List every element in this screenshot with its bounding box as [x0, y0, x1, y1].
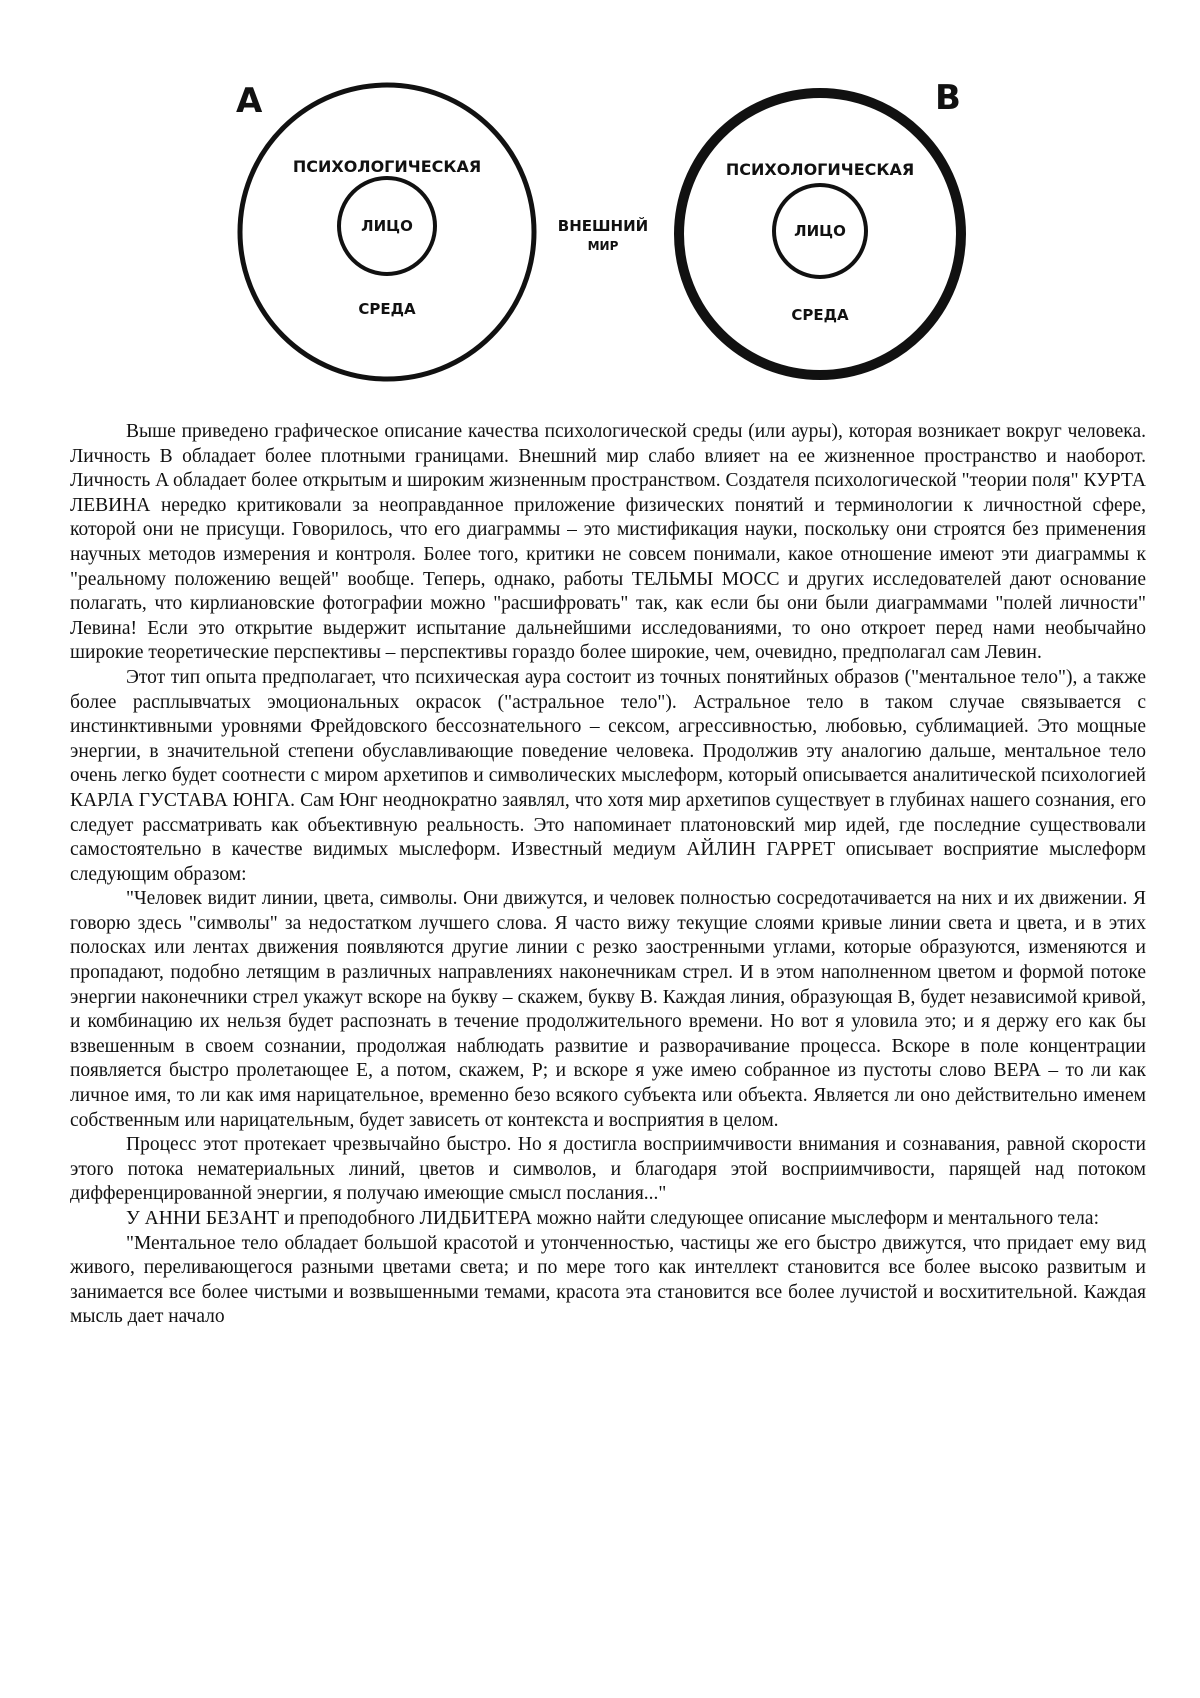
panel-b: [679, 78, 961, 375]
panel-b-outer-label-bottom: СРЕДА: [791, 306, 849, 324]
external-world-line1: ВНЕШНИЙ: [557, 217, 649, 235]
paragraph-4: Процесс этот протекает чрезвычайно быстро. Но я достигла восприимчивости внимания и сознавания, равной скорости этого потока нематериальных линий, цветов и символов, и благодаря этой восприимчивости, парящей над потоком дифференцированной энергии, я получаю имеющие смысл послания...": [70, 1134, 1146, 1205]
panel-a-letter: A: [236, 81, 263, 121]
aura-diagram: [0, 0, 1200, 420]
paragraph-6: "Ментальное тело обладает большой красотой и утонченностью, частицы же его быстро движутся, что придает ему вид живого, переливающегося разными цветами света; и по мере того как интеллект становится все более высоко развитым и занимается все более чистыми и возвышенными темами, красота эта становится все более лучистой и восхитительной. Каждая мысль дает начало: [70, 1232, 1146, 1328]
panel-b-inner-label: ЛИЦО: [794, 222, 846, 240]
aura-diagram-figure: [0, 0, 1200, 420]
paragraph-3: "Человек видит линии, цвета, символы. Они движутся, и человек полностью сосредотачивается на них и их движении. Я говорю здесь "символы" за недостатком лучшего слова. Я часто вижу текущие слоями кривые линии света и цвета, и в этих полосках или лентах движения появляются другие линии с резко заостренными углами, которые образуются, изменяются и пропадают, подобно летящим в различных направлениях наконечникам стрел. И в этом наполненном цветом и формой потоке энергии наконечники стрел укажут вскоре на букву – скажем, букву B. Каждая линия, образующая B, будет независимой кривой, и комбинацию их нельзя будет распознать в течение продолжительного времени. Но вот я уловила это; и я держу его как бы взвешенным в своем сознании, продолжая наблюдать развитие и разворачивание процесса. Вскоре в поле концентрации появляется быстро пролетающее E, а потом, скажем, P; и вскоре я уже имею собранное из пустоты слово ВЕРА – то ли как личное имя, то ли как имя нарицательное, временно безо всякого субъекта или объекта. Является ли оно действительно именем собственным или нарицательным, будет зависеть от контекста и восприятия в целом.: [70, 888, 1146, 1131]
external-world-label: [558, 216, 648, 253]
paragraph-5: У АННИ БЕЗАНТ и преподобного ЛИДБИТЕРА можно найти следующее описание мыслеформ и ментального тела:: [126, 1208, 1099, 1229]
panel-a-outer-label-top: ПСИХОЛОГИЧЕСКАЯ: [292, 157, 482, 176]
external-world-line2: МИР: [587, 239, 619, 253]
panel-a: [236, 81, 534, 379]
panel-a-outer-label-bottom: СРЕДА: [358, 300, 416, 318]
panel-b-letter: B: [935, 78, 961, 118]
panel-a-inner-label: ЛИЦО: [361, 217, 413, 235]
paragraph-2: Этот тип опыта предполагает, что психическая аура состоит из точных понятийных образов ("ментальное тело"), а также более расплывчатых эмоциональных окрасок ("астральное тело"). Астральное тело в таком случае связывается с инстинктивными уровнями Фрейдовского бессознательного – сексом, агрессивностью, любовью, сублимацией. Это мощные энергии, в значительной степени обуславливающие поведение человека. Продолжив эту аналогию дальше, ментальное тело очень легко будет соотнести с миром архетипов и символических мыслеформ, который описывается аналитической психологией КАРЛА ГУСТАВА ЮНГА. Сам Юнг неоднократно заявлял, что хотя мир архетипов существует в глубинах нашего сознания, его следует рассматривать как объективную реальность. Это напоминает платоновский мир идей, где последние существовали самостоятельно в качестве видимых мыслеформ. Известный медиум АЙЛИН ГАРРЕТ описывает восприятие мыслеформ следующим образом:: [70, 666, 1146, 885]
paragraph-1: Выше приведено графическое описание качества психологической среды (или ауры), которая возникает вокруг человека. Личность B обладает более плотными границами. Внешний мир слабо влияет на ее жизненное пространство и наоборот. Личность A обладает более открытым и широким жизненным пространством. Создателя психологической "теории поля" КУРТА ЛЕВИНА нередко критиковали за неоправданное приложение физических понятий и терминологии к личностной сфере, которой они не присущи. Говорилось, что его диаграммы – это мистификация науки, поскольку они строятся без применения научных методов измерения и контроля. Более того, критики не совсем понимали, какое отношение имеют эти диаграммы к "реальному положению вещей" вообще. Теперь, однако, работы ТЕЛЬМЫ МОСС и других исследователей дают основание полагать, что кирлиановские фотографии можно "расшифровать" так, как если бы они были диаграммами "полей личности" Левина! Если это открытие выдержит испытание дальнейшими исследованиями, то оно откроет перед нами необычайно широкие теоретические перспективы – перспективы гораздо более широкие, чем, очевидно, предполагал сам Левин.: [70, 421, 1146, 664]
document-body: [70, 420, 1146, 1330]
panel-b-outer-label-top: ПСИХОЛОГИЧЕСКАЯ: [725, 160, 915, 179]
